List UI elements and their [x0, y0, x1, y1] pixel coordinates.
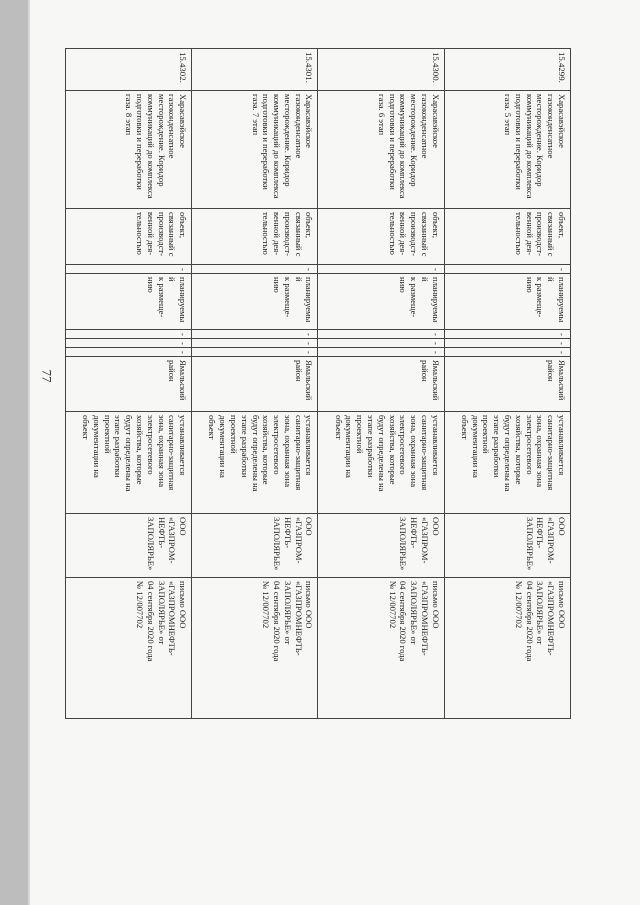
empty-cell: - [444, 330, 570, 339]
table-container [66, 48, 571, 718]
empty-cell: - [66, 265, 192, 274]
empty-cell: - [444, 348, 570, 357]
organization: ООО «ГАЗПРОМ- НЕФТЬ- ЗАПОЛЯРЬЕ» [66, 514, 192, 578]
empty-cell: - [66, 339, 192, 348]
empty-cell: - [192, 330, 318, 339]
object-type: объект, связанный с производст- венной дея- тельностью [444, 209, 570, 265]
basis-document: письмо ООО «ГАЗПРОМНЕФТЬ- ЗАПОЛЯРЬЕ» от 04 сентября 2020 года № 12/007702 [318, 578, 444, 719]
object-type: объект, связанный с производст- венной дея- тельностью [66, 209, 192, 265]
empty-cell: - [66, 348, 192, 357]
object-status: планируемый к размеще- нию [192, 274, 318, 330]
zone-description: устанавливается санитарно-защитная зона, охранная зона электросетевого хозяйства, которые будут определены на этапе разработки проектной документации на объект [192, 412, 318, 514]
objects-table [65, 48, 571, 719]
organization: ООО «ГАЗПРОМ- НЕФТЬ- ЗАПОЛЯРЬЕ» [318, 514, 444, 578]
empty-cell: - [318, 348, 444, 357]
page-number: 77 [39, 369, 55, 383]
organization: ООО «ГАЗПРОМ- НЕФТЬ- ЗАПОЛЯРЬЕ» [444, 514, 570, 578]
basis-document: письмо ООО «ГАЗПРОМНЕФТЬ- ЗАПОЛЯРЬЕ» от 04 сентября 2020 года № 12/007702 [192, 578, 318, 719]
empty-cell: - [66, 330, 192, 339]
empty-cell: - [318, 265, 444, 274]
table-row [66, 49, 192, 719]
empty-cell: - [192, 265, 318, 274]
row-number: 15.4302. [66, 49, 192, 91]
object-status: планируемый к размеще- нию [66, 274, 192, 330]
table-row [318, 49, 444, 719]
empty-cell: - [444, 265, 570, 274]
empty-cell: - [192, 339, 318, 348]
district: Ямальский район [444, 357, 570, 412]
basis-document: письмо ООО «ГАЗПРОМНЕФТЬ- ЗАПОЛЯРЬЕ» от 04 сентября 2020 года № 12/007702 [66, 578, 192, 719]
object-name: Харасавэйское газоконденсатное месторождение. Коридор коммуникаций до комплекса подготовки и переработки газа. 7 этап [192, 91, 318, 209]
organization: ООО «ГАЗПРОМ- НЕФТЬ- ЗАПОЛЯРЬЕ» [192, 514, 318, 578]
object-type: объект, связанный с производст- венной дея- тельностью [318, 209, 444, 265]
district: Ямальский район [192, 357, 318, 412]
zone-description: устанавливается санитарно-защитная зона, охранная зона электросетевого хозяйства, которые будут определены на этапе разработки проектной документации на объект [444, 412, 570, 514]
object-status: планируемый к размеще- нию [318, 274, 444, 330]
scan-edge [28, 0, 30, 905]
object-name: Харасавэйское газоконденсатное месторождение. Коридор коммуникаций до комплекса подготовки и переработки газа. 5 этап [444, 91, 570, 209]
zone-description: устанавливается санитарно-защитная зона, охранная зона электросетевого хозяйства, которые будут определены на этапе разработки проектной документации на объект [66, 412, 192, 514]
district: Ямальский район [318, 357, 444, 412]
empty-cell: - [318, 330, 444, 339]
district: Ямальский район [66, 357, 192, 412]
row-number: 15.4301. [192, 49, 318, 91]
row-number: 15.4299. [444, 49, 570, 91]
table-row [192, 49, 318, 719]
empty-cell: - [318, 339, 444, 348]
empty-cell: - [444, 339, 570, 348]
basis-document: письмо ООО «ГАЗПРОМНЕФТЬ- ЗАПОЛЯРЬЕ» от 04 сентября 2020 года № 12/007702 [444, 578, 570, 719]
object-status: планируемый к размеще- нию [444, 274, 570, 330]
object-name: Харасавэйское газоконденсатное месторождение. Коридор коммуникаций до комплекса подготовки и переработки газа. 8 этап [66, 91, 192, 209]
object-type: объект, связанный с производст- венной дея- тельностью [192, 209, 318, 265]
row-number: 15.4300. [318, 49, 444, 91]
object-name: Харасавэйское газоконденсатное месторождение. Коридор коммуникаций до комплекса подготовки и переработки газа. 6 этап [318, 91, 444, 209]
empty-cell: - [192, 348, 318, 357]
zone-description: устанавливается санитарно-защитная зона, охранная зона электросетевого хозяйства, которые будут определены на этапе разработки проектной документации на объект [318, 412, 444, 514]
table-row [444, 49, 570, 719]
